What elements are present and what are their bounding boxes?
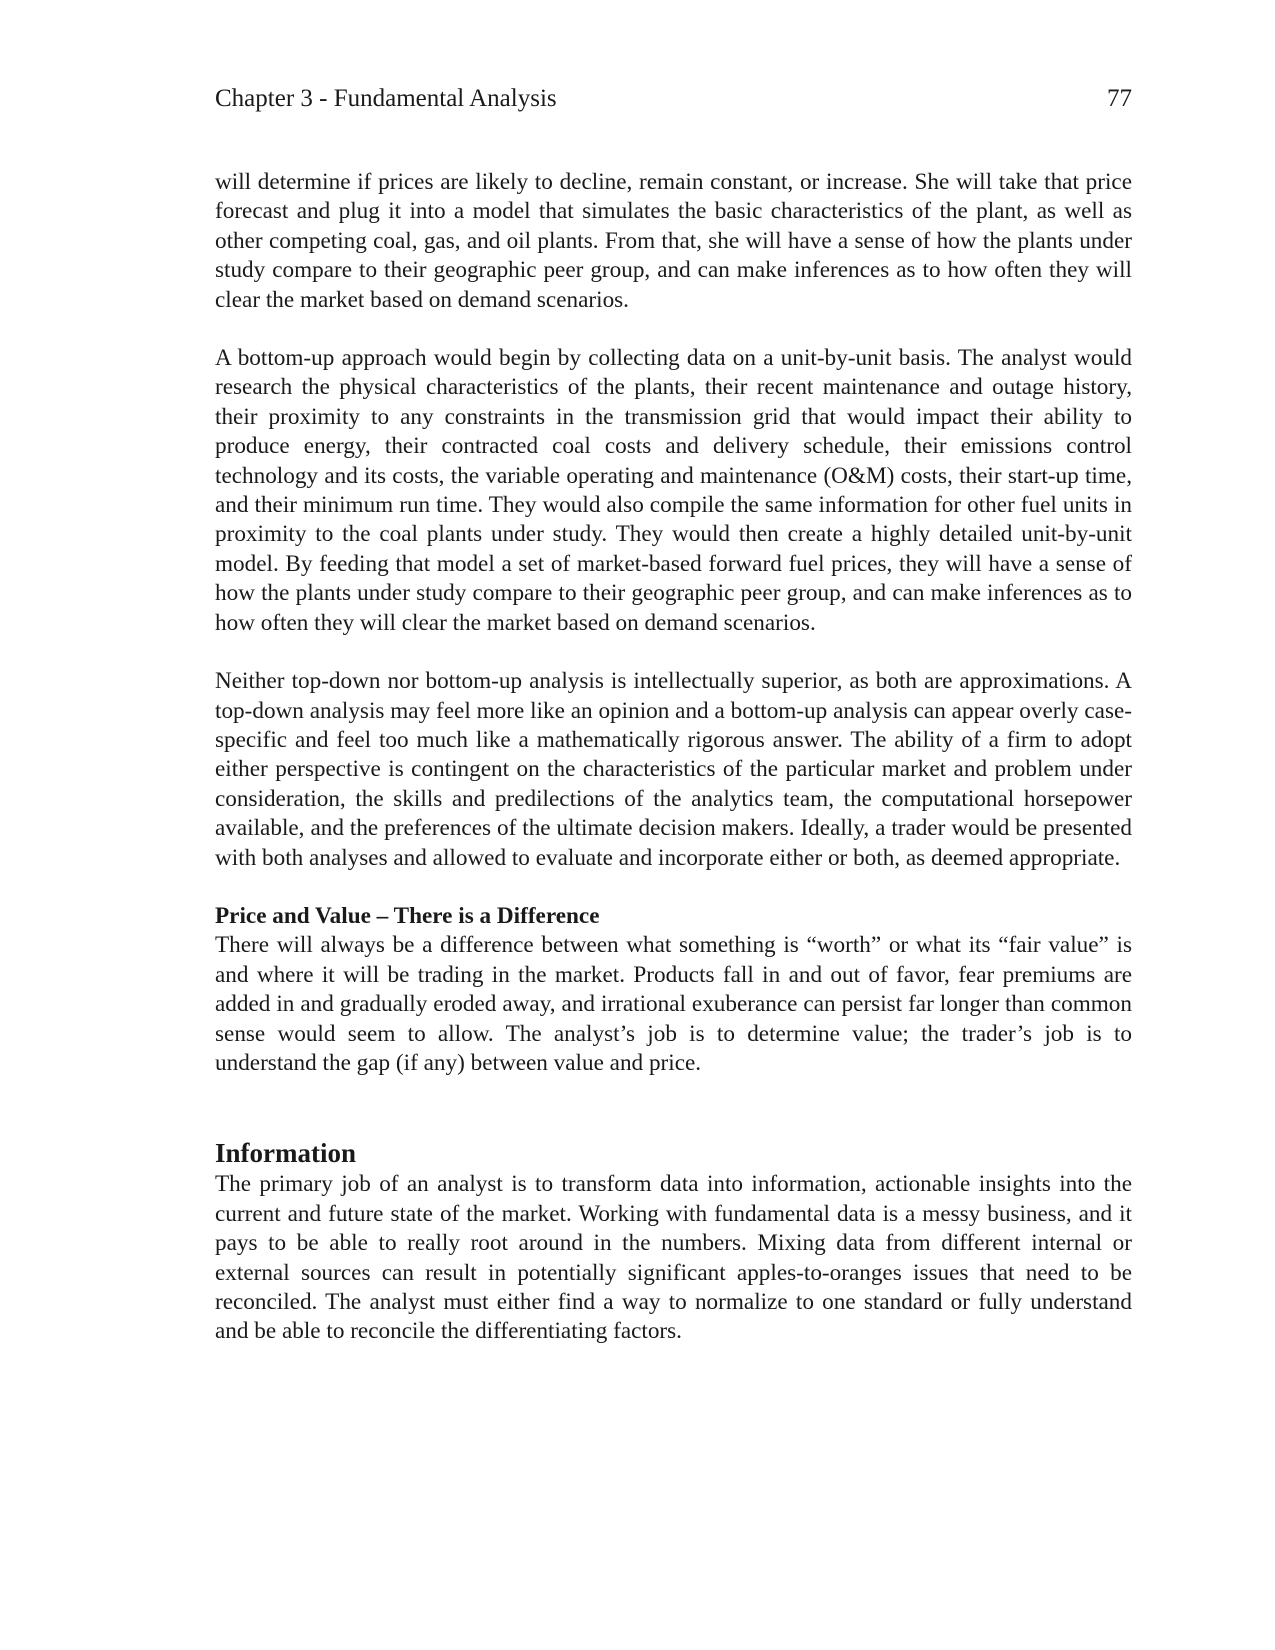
chapter-title: Chapter 3 - Fundamental Analysis bbox=[215, 85, 557, 112]
paragraph-information: The primary job of an analyst is to transform data into information, actionable insights into the current and future state of the market. Working with fundamental data is a messy business, and it pays to be able to really root around in the numbers. Mixing data from different internal or external sources can result in potentially significant apples-to-oranges issues that need to be reconciled. The analyst must either find a way to normalize to one standard or fully understand and be able to reconcile the differentiating factors. bbox=[215, 1171, 1132, 1345]
page-number: 77 bbox=[1107, 85, 1132, 112]
paragraph-top-down-continued: will determine if prices are likely to decline, remain constant, or increase. She will take that price forecast and plug it into a model that simulates the basic characteristics of the plant, as well as other competing coal, gas, and oil plants. From that, she will have a sense of how the plants under study compare to their geographic peer group, and can make inferences as to how often they will clear the market based on demand scenarios. bbox=[215, 169, 1132, 313]
running-header bbox=[215, 84, 1132, 114]
paragraph-price-and-value: There will always be a difference between what something is “worth” or what its “fair value” is and where it will be trading in the market. Products fall in and out of favor, fear premiums are added in and gradually eroded away, and irrational exuberance can persist far longer than common sense would seem to allow. The analyst’s job is to determine value; the trader’s job is to understand the gap (if any) between value and price. bbox=[215, 932, 1132, 1076]
page-body bbox=[215, 168, 1132, 1347]
paragraph-bottom-up: A bottom-up approach would begin by collecting data on a unit-by-unit basis. The analyst would research the physical characteristics of the plants, their recent maintenance and outage history, their proximity to any constraints in the transmission grid that would impact their ability to produce energy, their contracted coal costs and delivery schedule, their emissions control technology and its costs, the variable operating and maintenance (O&M) costs, their start-up time, and their minimum run time. They would also compile the same information for other fuel units in proximity to the coal plants under study. They would then create a highly detailed unit-by-unit model. By feeding that model a set of market-based forward fuel prices, they will have a sense of how the plants under study compare to their geographic peer group, and can make inferences as to how often they will clear the market based on demand scenarios. bbox=[215, 345, 1132, 636]
subheading-price-and-value: Price and Value – There is a Difference bbox=[215, 902, 600, 929]
section-heading-information: Information bbox=[215, 1138, 356, 1169]
paragraph-comparison: Neither top-down nor bottom-up analysis is intellectually superior, as both are approximations. A top-down analysis may feel more like an opinion and a bottom-up analysis can appear overly case-specific and feel too much like a mathematically rigorous answer. The ability of a firm to adopt either perspective is contingent on the characteristics of the particular market and problem under consideration, the skills and predilections of the analytics team, the computational horsepower available, and the preferences of the ultimate decision makers. Ideally, a trader would be presented with both analyses and allowed to evaluate and incorporate either or both, as deemed appropriate. bbox=[215, 668, 1132, 871]
